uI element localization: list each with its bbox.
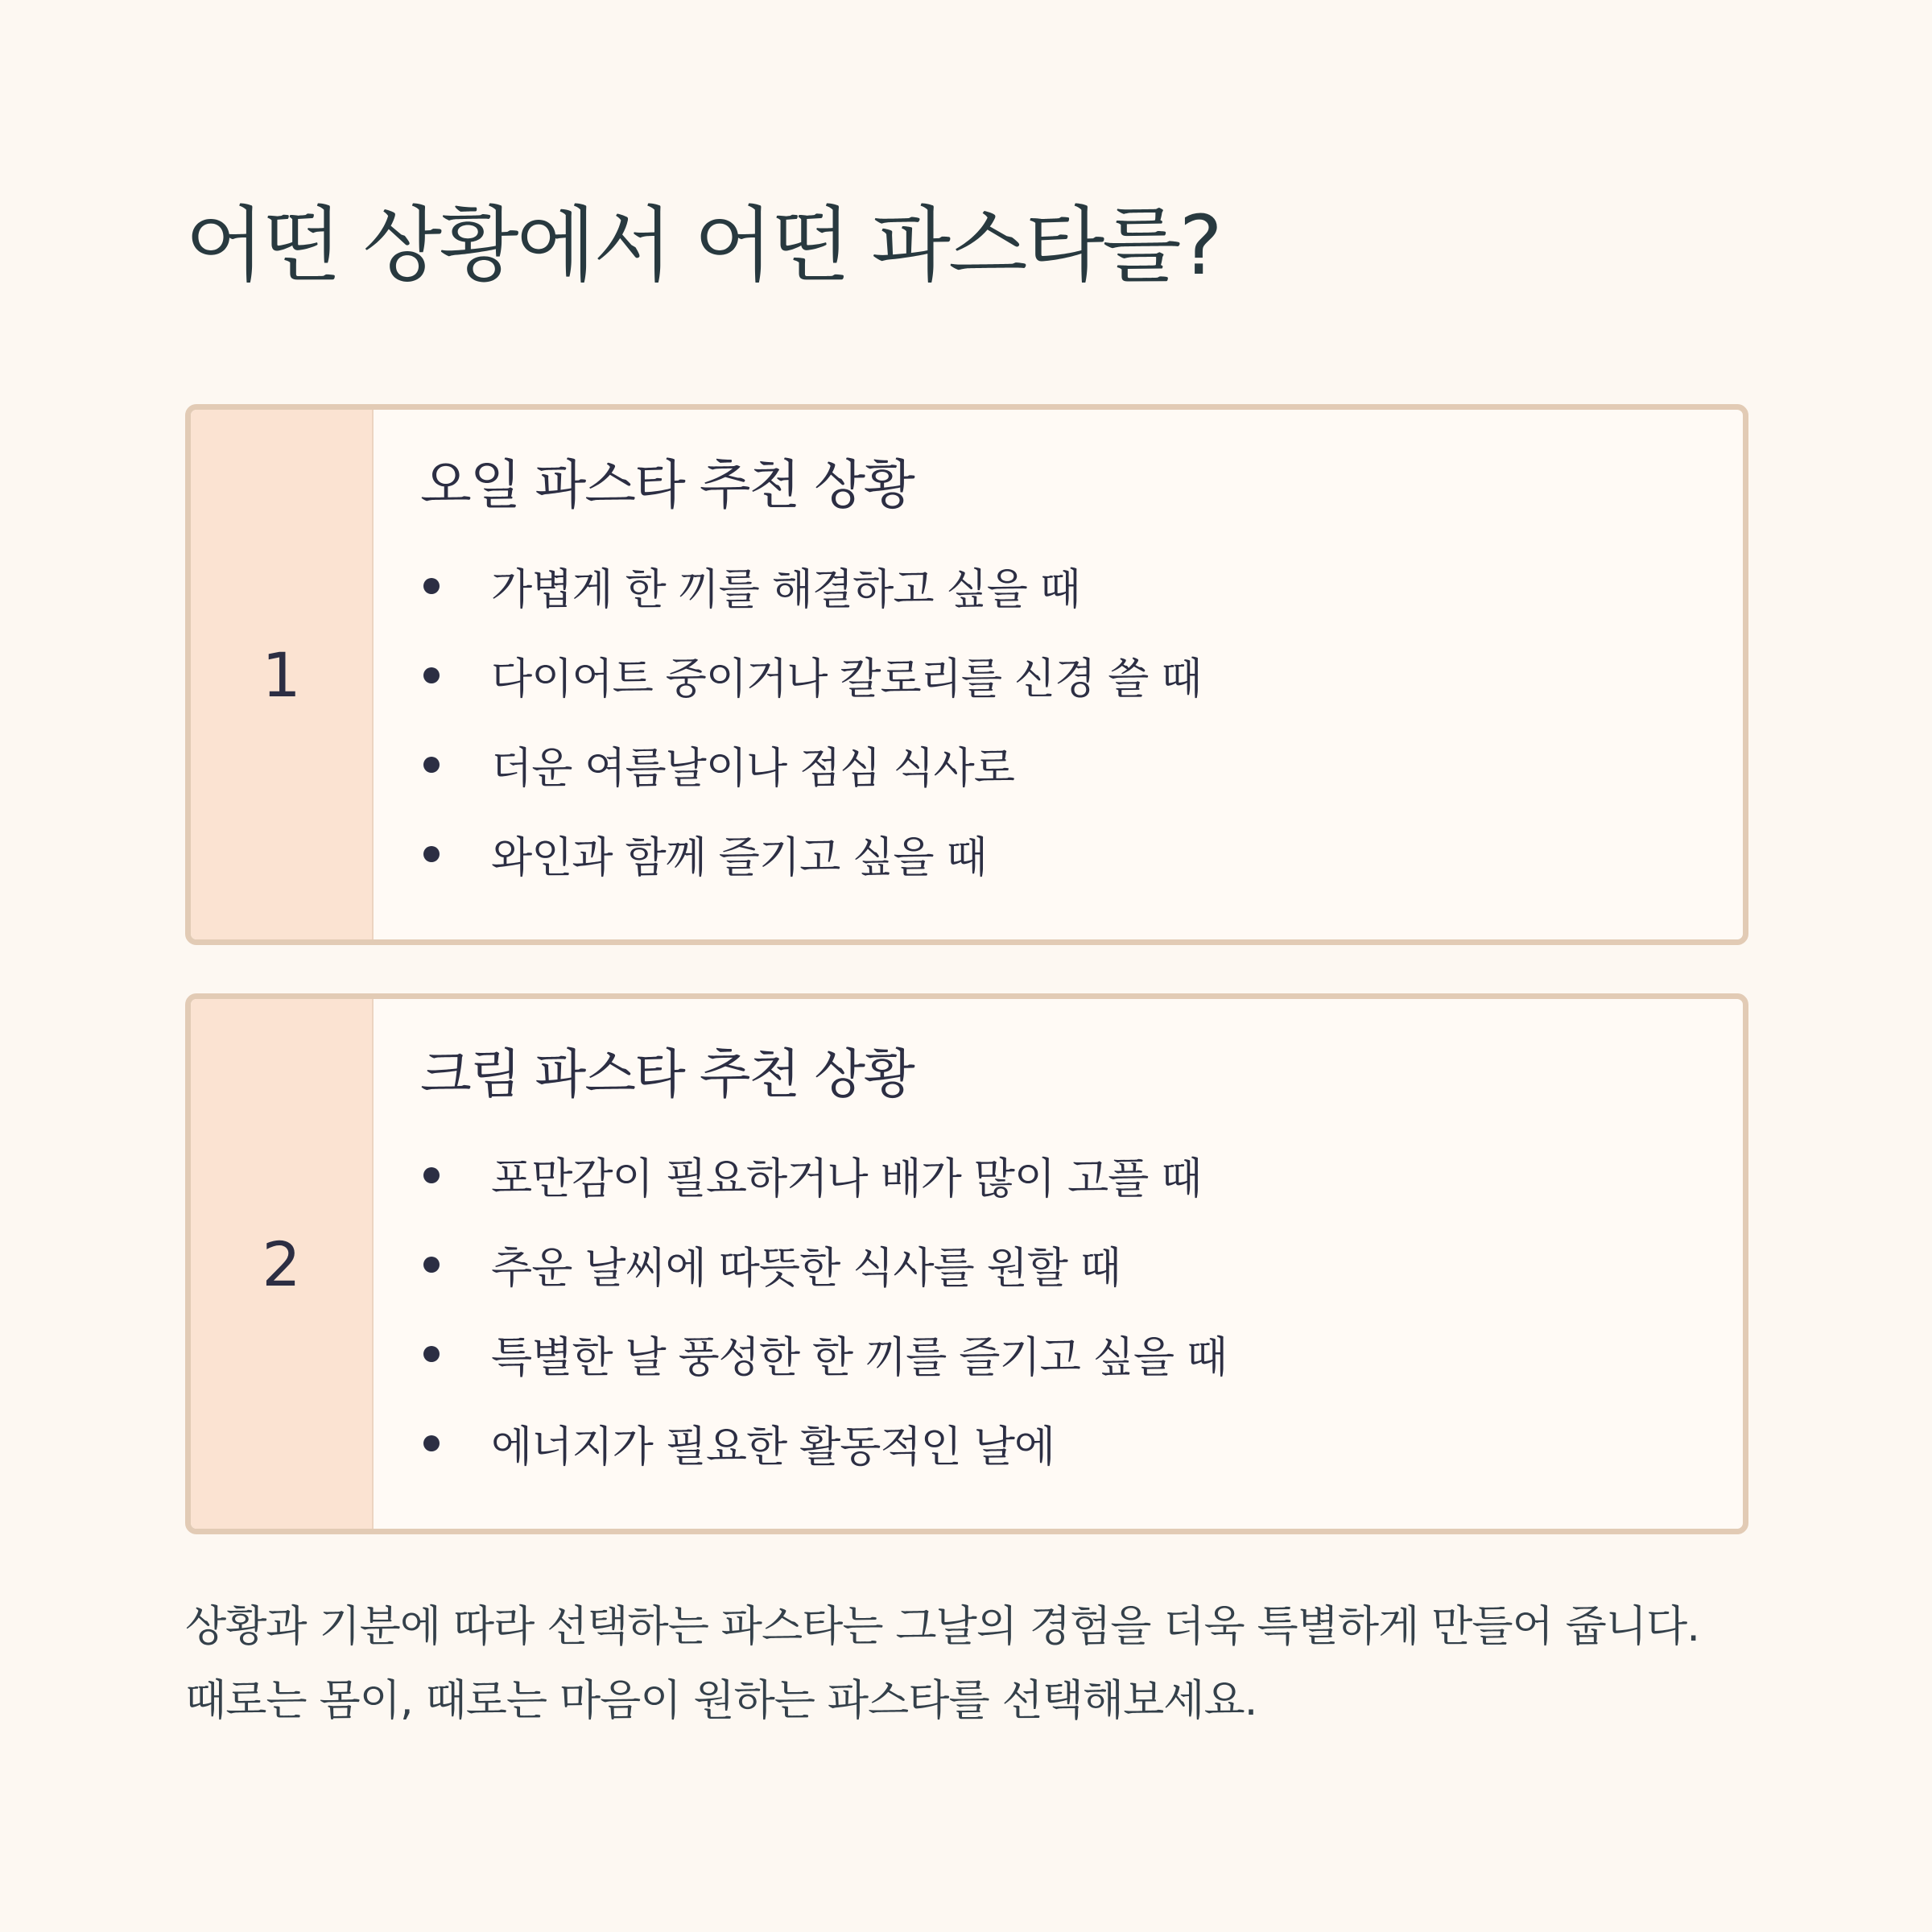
- list-item: [420, 720, 1743, 809]
- bullet-list: [420, 541, 1743, 898]
- list-item: [420, 1130, 1743, 1220]
- card-number-column: [191, 999, 374, 1529]
- bullet-icon: [423, 846, 440, 862]
- page-title: 어떤 상황에서 어떤 파스타를?: [185, 198, 1220, 294]
- situation-card-oil: [185, 404, 1748, 945]
- list-item-text: 포만감이 필요하거나 배가 많이 고플 때: [491, 1154, 1202, 1203]
- footer-text: [185, 1590, 1748, 1738]
- bullet-icon: [423, 1257, 440, 1273]
- bullet-list: [420, 1130, 1743, 1488]
- list-item-text: 에너지가 필요한 활동적인 날에: [491, 1422, 1055, 1472]
- card-heading: 오일 파스타 추천 상황: [420, 454, 914, 516]
- list-item: [420, 541, 1743, 630]
- card-number-column: [191, 410, 374, 939]
- card-heading: 크림 파스타 추천 상황: [420, 1043, 914, 1105]
- list-item-text: 특별한 날 풍성한 한 끼를 즐기고 싶을 때: [491, 1332, 1228, 1382]
- bullet-icon: [423, 1167, 440, 1183]
- bullet-icon: [423, 578, 440, 594]
- footer-line: 때로는 몸이, 때로는 마음이 원하는 파스타를 선택해보세요.: [185, 1676, 1257, 1725]
- bullet-icon: [423, 1435, 440, 1451]
- list-item-text: 다이어트 중이거나 칼로리를 신경 쓸 때: [491, 654, 1202, 704]
- card-body: [374, 410, 1743, 939]
- bullet-icon: [423, 1346, 440, 1362]
- list-item-text: 더운 여름날이나 점심 식사로: [491, 743, 1014, 793]
- list-item: [420, 1220, 1743, 1309]
- card-number: 1: [262, 638, 301, 711]
- list-item-text: 가볍게 한 끼를 해결하고 싶을 때: [491, 564, 1080, 614]
- bullet-icon: [423, 667, 440, 683]
- list-item-text: 추운 날씨에 따뜻한 식사를 원할 때: [491, 1243, 1121, 1293]
- card-number: 2: [262, 1228, 301, 1300]
- footer-line: 상황과 기분에 따라 선택하는 파스타는 그날의 경험을 더욱 특별하게 만들어 줍니다.: [185, 1602, 1700, 1651]
- list-item: [420, 1398, 1743, 1488]
- list-item-text: 와인과 함께 즐기고 싶을 때: [491, 832, 987, 882]
- situation-card-cream: [185, 993, 1748, 1534]
- bullet-icon: [423, 757, 440, 773]
- card-body: [374, 999, 1743, 1529]
- list-item: [420, 809, 1743, 898]
- list-item: [420, 630, 1743, 720]
- list-item: [420, 1309, 1743, 1398]
